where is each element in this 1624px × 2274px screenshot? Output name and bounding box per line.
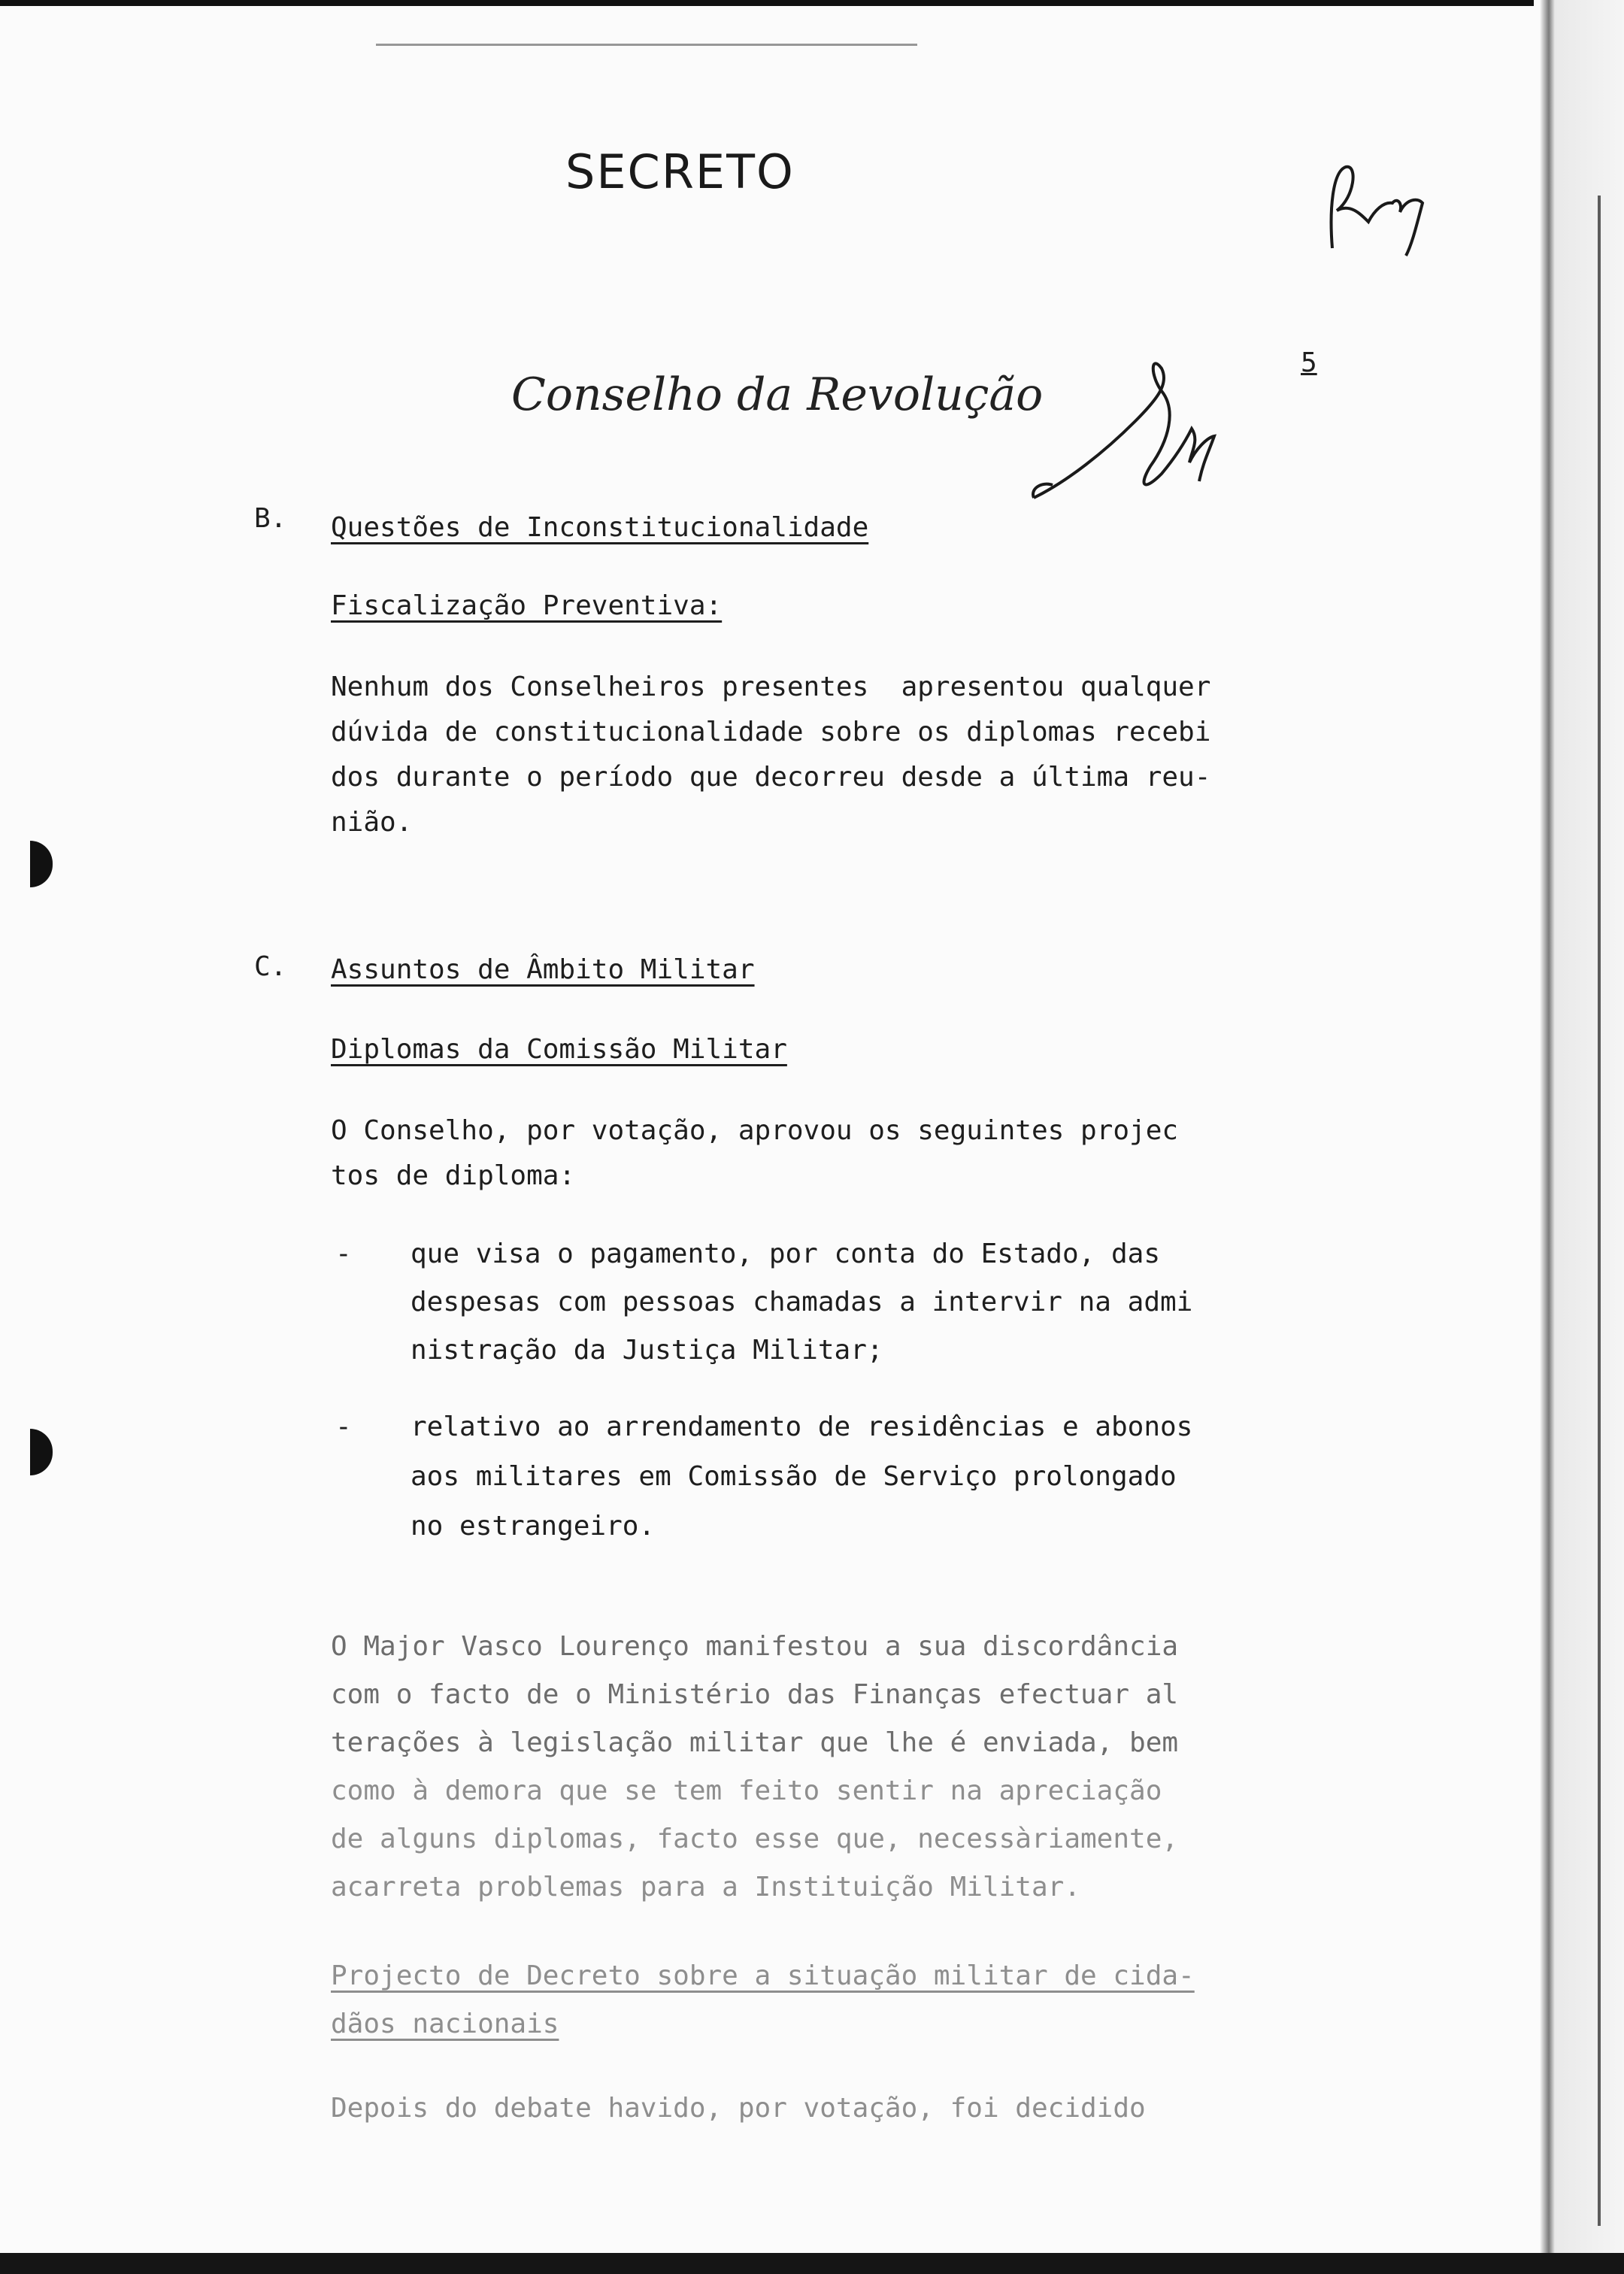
page-number: 5 bbox=[1301, 347, 1317, 378]
bullet-1-line-1: que visa o pagamento, por conta do Estado, das bbox=[411, 1239, 1160, 1269]
bullet-2-line-2: aos militares em Comissão de Serviço prolongado bbox=[411, 1461, 1177, 1492]
section-c-title: Assuntos de Âmbito Militar bbox=[331, 954, 755, 985]
major-paragraph-line-1: O Major Vasco Lourenço manifestou a sua discordância bbox=[331, 1631, 1179, 1662]
bullet-1-line-2: despesas com pessoas chamadas a intervir na admi bbox=[411, 1287, 1193, 1317]
section-b-line-2: dúvida de constitucionalidade sobre os diplomas recebi bbox=[331, 717, 1211, 747]
top-right-initials bbox=[1332, 167, 1423, 256]
section-b-line-4: nião. bbox=[331, 807, 413, 838]
decree-text-line-1: Depois do debate havido, por votação, foi decidido bbox=[331, 2093, 1146, 2124]
letterhead: Conselho da Revolução bbox=[511, 368, 1044, 421]
bullet-2-line-1: relativo ao arrendamento de residências e abonos bbox=[411, 1411, 1193, 1442]
bullet-2-marker: - bbox=[335, 1411, 352, 1442]
bullet-1-marker: - bbox=[335, 1239, 352, 1269]
major-paragraph-line-2: com o facto de o Ministério das Finanças efectuar al bbox=[331, 1679, 1179, 1710]
section-c-subtitle: Diplomas da Comissão Militar bbox=[331, 1034, 787, 1065]
major-paragraph-line-3: terações à legislação militar que lhe é enviada, bem bbox=[331, 1727, 1179, 1758]
major-paragraph-line-4: como à demora que se tem feito sentir na apreciação bbox=[331, 1775, 1162, 1806]
decree-title-line-2: dãos nacionais bbox=[331, 2009, 559, 2039]
section-b-line-3: dos durante o período que decorreu desde a última reu- bbox=[331, 762, 1211, 793]
section-b-subtitle: Fiscalização Preventiva: bbox=[331, 590, 723, 621]
decree-title-line-1: Projecto de Decreto sobre a situação militar de cida- bbox=[331, 1960, 1195, 1991]
classification-stamp: SECRETO bbox=[565, 144, 795, 199]
section-c-intro-line-2: tos de diploma: bbox=[331, 1160, 576, 1191]
major-paragraph-line-5: de alguns diplomas, facto esse que, necessàriamente, bbox=[331, 1824, 1179, 1854]
section-b-letter: B. bbox=[254, 503, 287, 534]
section-c-letter: C. bbox=[254, 951, 287, 982]
major-paragraph-line-6: acarreta problemas para a Instituição Militar. bbox=[331, 1872, 1080, 1903]
bullet-2-line-3: no estrangeiro. bbox=[411, 1511, 656, 1542]
section-b-title: Questões de Inconstitucionalidade bbox=[331, 512, 869, 543]
section-b-line-1: Nenhum dos Conselheiros presentes apresentou qualquer bbox=[331, 672, 1211, 702]
bullet-1-line-3: nistração da Justiça Militar; bbox=[411, 1335, 883, 1366]
section-c-intro-line-1: O Conselho, por votação, aprovou os seguintes projec bbox=[331, 1115, 1179, 1146]
signature-mark bbox=[1034, 363, 1214, 498]
